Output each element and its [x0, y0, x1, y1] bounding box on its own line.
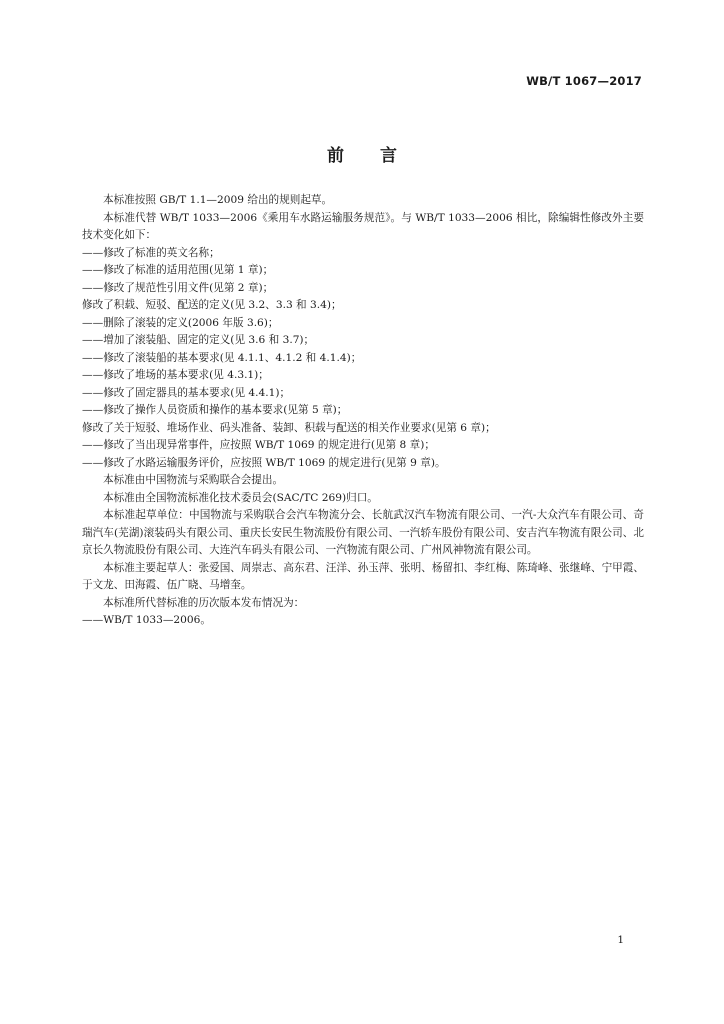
foreword-body	[82, 192, 644, 630]
change-item: ——修改了规范性引用文件(见第 2 章)；	[82, 281, 274, 294]
change-item: 修改了积载、短驳、配送的定义(见 3.2、3.3 和 3.4)；	[82, 299, 342, 311]
paragraph-drafting-rules: 本标准按照 GB/T 1.1—2009 给出的规则起草。	[103, 194, 333, 206]
change-item: ——修改了当出现异常事件，应按照 WB/T 1069 的规定进行(见第 8 章)；	[82, 439, 435, 451]
change-item: ——修改了标准的适用范围(见第 1 章)；	[82, 264, 274, 276]
change-item: ——删除了滚装的定义(2006 年版 3.6)；	[82, 316, 279, 329]
change-item: ——修改了水路运输服务评价，应按照 WB/T 1069 的规定进行(见第 9 章)。	[82, 456, 446, 469]
change-item: ——修改了标准的英文名称；	[82, 246, 220, 259]
change-item: ——修改了滚装船的基本要求(见 4.1.1、4.1.2 和 4.1.4)；	[82, 351, 362, 364]
change-item: 修改了关于短驳、堆场作业、码头准备、装卸、积载与配送的相关作业要求(见第 6 章)；	[82, 421, 496, 434]
change-item: ——修改了堆场的基本要求(见 4.3.1)；	[82, 369, 269, 381]
paragraph-proposed-by: 本标准由中国物流与采购联合会提出。	[103, 474, 284, 486]
version-item: ——WB/T 1033—2006。	[82, 614, 211, 626]
change-item: ——修改了操作人员资质和操作的基本要求(见第 5 章)；	[82, 404, 348, 416]
document-code: WB/T 1067—2017	[526, 74, 642, 88]
change-item: ——修改了固定器具的基本要求(见 4.4.1)；	[82, 386, 291, 399]
change-item: ——增加了滚装船、固定的定义(见 3.6 和 3.7)；	[82, 334, 315, 346]
paragraph-drafters: 本标准主要起草人：张爱国、周崇志、高东君、汪洋、孙玉萍、张明、杨留扣、李红梅、陈琦峰、张继峰、宁甲霞、于文龙、田海霞、伍广晓、马增奎。	[82, 561, 644, 591]
page-title: 前言	[327, 146, 433, 166]
paragraph-drafting-units: 本标准起草单位：中国物流与采购联合会汽车物流分会、长航武汉汽车物流有限公司、一汽-大众汽车有限公司、奇瑞汽车(芜湖)滚装码头有限公司、重庆长安民生物流股份有限公司、一汽轿车股份有限公司、安吉汽车物流有限公司、北京长久物流股份有限公司、大连汽车码头有限公司、一汽物流有限公司、广州风神物流有限公司。	[82, 509, 644, 556]
page-number: 1	[617, 934, 624, 946]
paragraph-centralized-by: 本标准由全国物流标准化技术委员会(SAC/TC 269)归口。	[103, 491, 378, 504]
paragraph-replacement: 本标准代替 WB/T 1033—2006《乘用车水路运输服务规范》。与 WB/T 1033—2006 相比，除编辑性修改外主要技术变化如下：	[82, 211, 644, 241]
paragraph-version-history: 本标准所代替标准的历次版本发布情况为：	[103, 596, 305, 609]
